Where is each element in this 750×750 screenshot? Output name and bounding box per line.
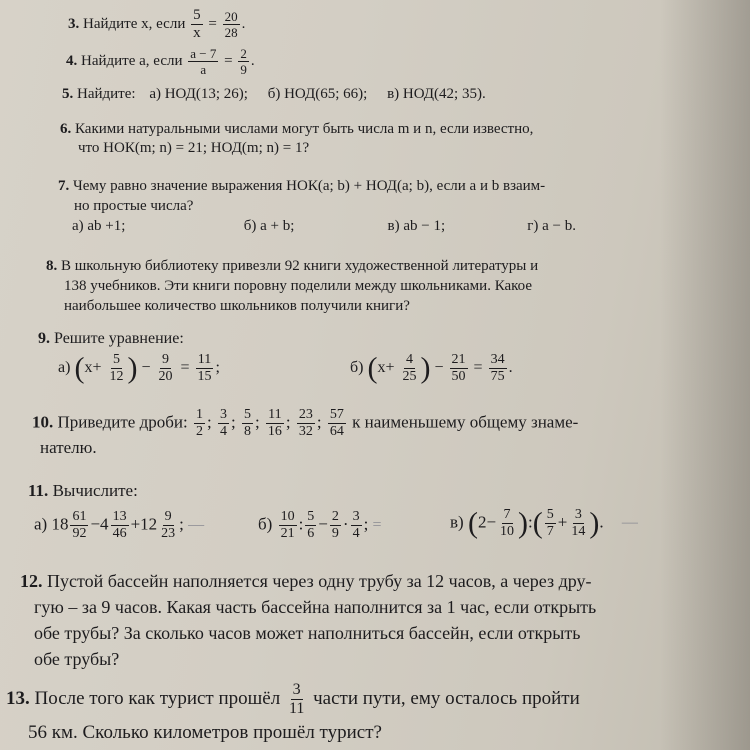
problem-13-line2: 56 км. Сколько километров прошёл турист?	[28, 722, 382, 743]
option-c: в) НОД(42; 35).	[387, 86, 486, 102]
problem-10-line2: нателю.	[40, 438, 97, 457]
problem-6: 6. Какими натуральными числами могут быть числа m и n, если известно, что НОК(m; n) = 21; НОД(m; n) = 1?	[60, 121, 534, 156]
problem-5: 5. Найдите: а) НОД(13; 26); б) НОД(65; 66); в) НОД(42; 35).	[62, 86, 486, 102]
problem-number: 9.	[38, 330, 50, 347]
problem-10: 10. Приведите дроби: $\frac{1}{2}$ ; $\frac{3}{4}$ ; $\frac{5}{8}$ ; $\frac{11}{16}$ ; $\frac{23}{32}$ ; $\frac{57}{64}$ к наименьшему общему знаме-	[32, 407, 579, 439]
option-b: б) a + b;	[243, 218, 295, 234]
problem-number: 8.	[46, 258, 58, 274]
fraction: $\frac{5}{7}$	[546, 507, 554, 539]
problem-7: 7. Чему равно значение выражения НОК(a; b) + НОД(a; b), если a и b взаим- но простые числа? а) ab +1; б) a + b; в) ab − 1; г) a − b.	[58, 178, 577, 234]
fraction: $\frac{34}{75}$	[490, 352, 505, 384]
equation-b: б) (x+ $\frac{4}{25}$ ) − $\frac{21}{50}$ = $\frac{34}{75}$ .	[350, 351, 513, 385]
pencil-mark: —	[188, 516, 205, 534]
problem-number: 12.	[20, 571, 43, 591]
option-a: а) ab +1;	[72, 218, 126, 234]
problem-11-heading: 11. Вычислите:	[28, 481, 138, 500]
option-d: г) a − b.	[527, 218, 577, 234]
fraction: $\frac{11}{16}$	[267, 407, 282, 439]
fraction: $\frac{57}{64}$	[329, 407, 344, 439]
problem-number: 7.	[58, 178, 70, 194]
problem-9-heading: 9. Решите уравнение:	[38, 330, 184, 347]
problem-4: 4. Найдите a, если $\frac{a - 7}{a}$ = $\frac{2}{9}$ .	[66, 46, 255, 77]
fraction: $\frac{20}{28}$	[224, 9, 238, 40]
expression-a: а) 18 $\frac{61}{92}$ −4 $\frac{13}{46}$ +12 $\frac{9}{23}$ ; —	[34, 509, 205, 541]
problem-8: 8. В школьную библиотеку привезли 92 книги художественной литературы и 138 учебников. Эти книги поровну поделили между школьниками. Какое наибольшее количество школьников получили книги?	[46, 258, 539, 314]
fraction: $\frac{9}{20}$	[158, 352, 173, 384]
option-a: а) НОД(13; 26);	[149, 86, 248, 102]
equation-a: а) (x+ $\frac{5}{12}$ ) − $\frac{9}{20}$ = $\frac{11}{15}$ ;	[58, 351, 220, 385]
fraction: $\frac{3}{4}$	[219, 407, 227, 439]
fraction: $\frac{4}{25}$	[402, 352, 417, 384]
problem-number: 5.	[62, 86, 74, 102]
fraction: $\frac{3}{4}$	[352, 509, 360, 541]
fraction: $\frac{5}{6}$	[307, 509, 315, 541]
option-c: в) ab − 1;	[387, 218, 446, 234]
problem-text: Найдите x, если	[83, 15, 186, 32]
fraction: $\frac{1}{2}$	[195, 407, 203, 439]
fraction: $\frac{3}{14}$	[571, 507, 586, 539]
fraction: $\frac{a - 7}{a}$	[190, 46, 217, 77]
fraction: $\frac{10}{21}$	[280, 509, 295, 541]
pencil-mark: —	[621, 514, 638, 532]
expression-b: б) $\frac{10}{21}$ : $\frac{5}{6}$ − $\frac{2}{9}$ · $\frac{3}{4}$ ; =	[258, 509, 382, 541]
problem-number: 3.	[68, 15, 80, 32]
problem-number: 11.	[28, 481, 49, 500]
fraction: $\frac{11}{15}$	[197, 352, 212, 384]
problem-13: 13. После того как турист прошёл $\frac{3}{11}$ части пути, ему осталось пройти	[6, 681, 580, 717]
fraction: $\frac{2}{9}$	[331, 509, 339, 541]
problem-12: 12. Пустой бассейн наполняется через одну трубу за 12 часов, а через дру- гую – за 9 часов. Какая часть бассейна наполнится за 1 час, если открыть обе трубы? За сколько часов может наполниться бассейн, если открыть обе трубы?	[20, 571, 597, 669]
fraction: $\frac{5}{8}$	[243, 407, 251, 439]
problem-number: 6.	[60, 121, 72, 137]
fraction: $\frac{61}{92}$	[72, 509, 87, 541]
problem-number: 4.	[66, 52, 78, 69]
problem-number: 10.	[32, 412, 54, 432]
fraction: $\frac{13}{46}$	[112, 509, 127, 541]
fraction: $\frac{3}{11}$	[288, 681, 305, 717]
page-shadow	[660, 0, 750, 750]
fraction: $\frac{5}{x}$	[193, 7, 201, 41]
expression-c: в) (2− $\frac{7}{10}$ ):( $\frac{5}{7}$ + $\frac{3}{14}$ ). —	[450, 506, 638, 540]
fraction: $\frac{23}{32}$	[298, 407, 313, 439]
fraction: $\frac{9}{23}$	[161, 509, 176, 541]
fraction: $\frac{5}{12}$	[109, 352, 124, 384]
pencil-mark: =	[372, 516, 382, 534]
problem-text: Найдите a, если	[81, 52, 183, 69]
problem-3: 3. Найдите x, если $\frac{5}{x}$ = $\frac{20}{28}$ .	[68, 7, 246, 41]
fraction: $\frac{21}{50}$	[451, 352, 466, 384]
fraction: $\frac{2}{9}$	[240, 46, 247, 77]
fraction: $\frac{7}{10}$	[500, 507, 515, 539]
problem-number: 13.	[6, 687, 30, 709]
option-b: б) НОД(65; 66);	[267, 86, 368, 102]
